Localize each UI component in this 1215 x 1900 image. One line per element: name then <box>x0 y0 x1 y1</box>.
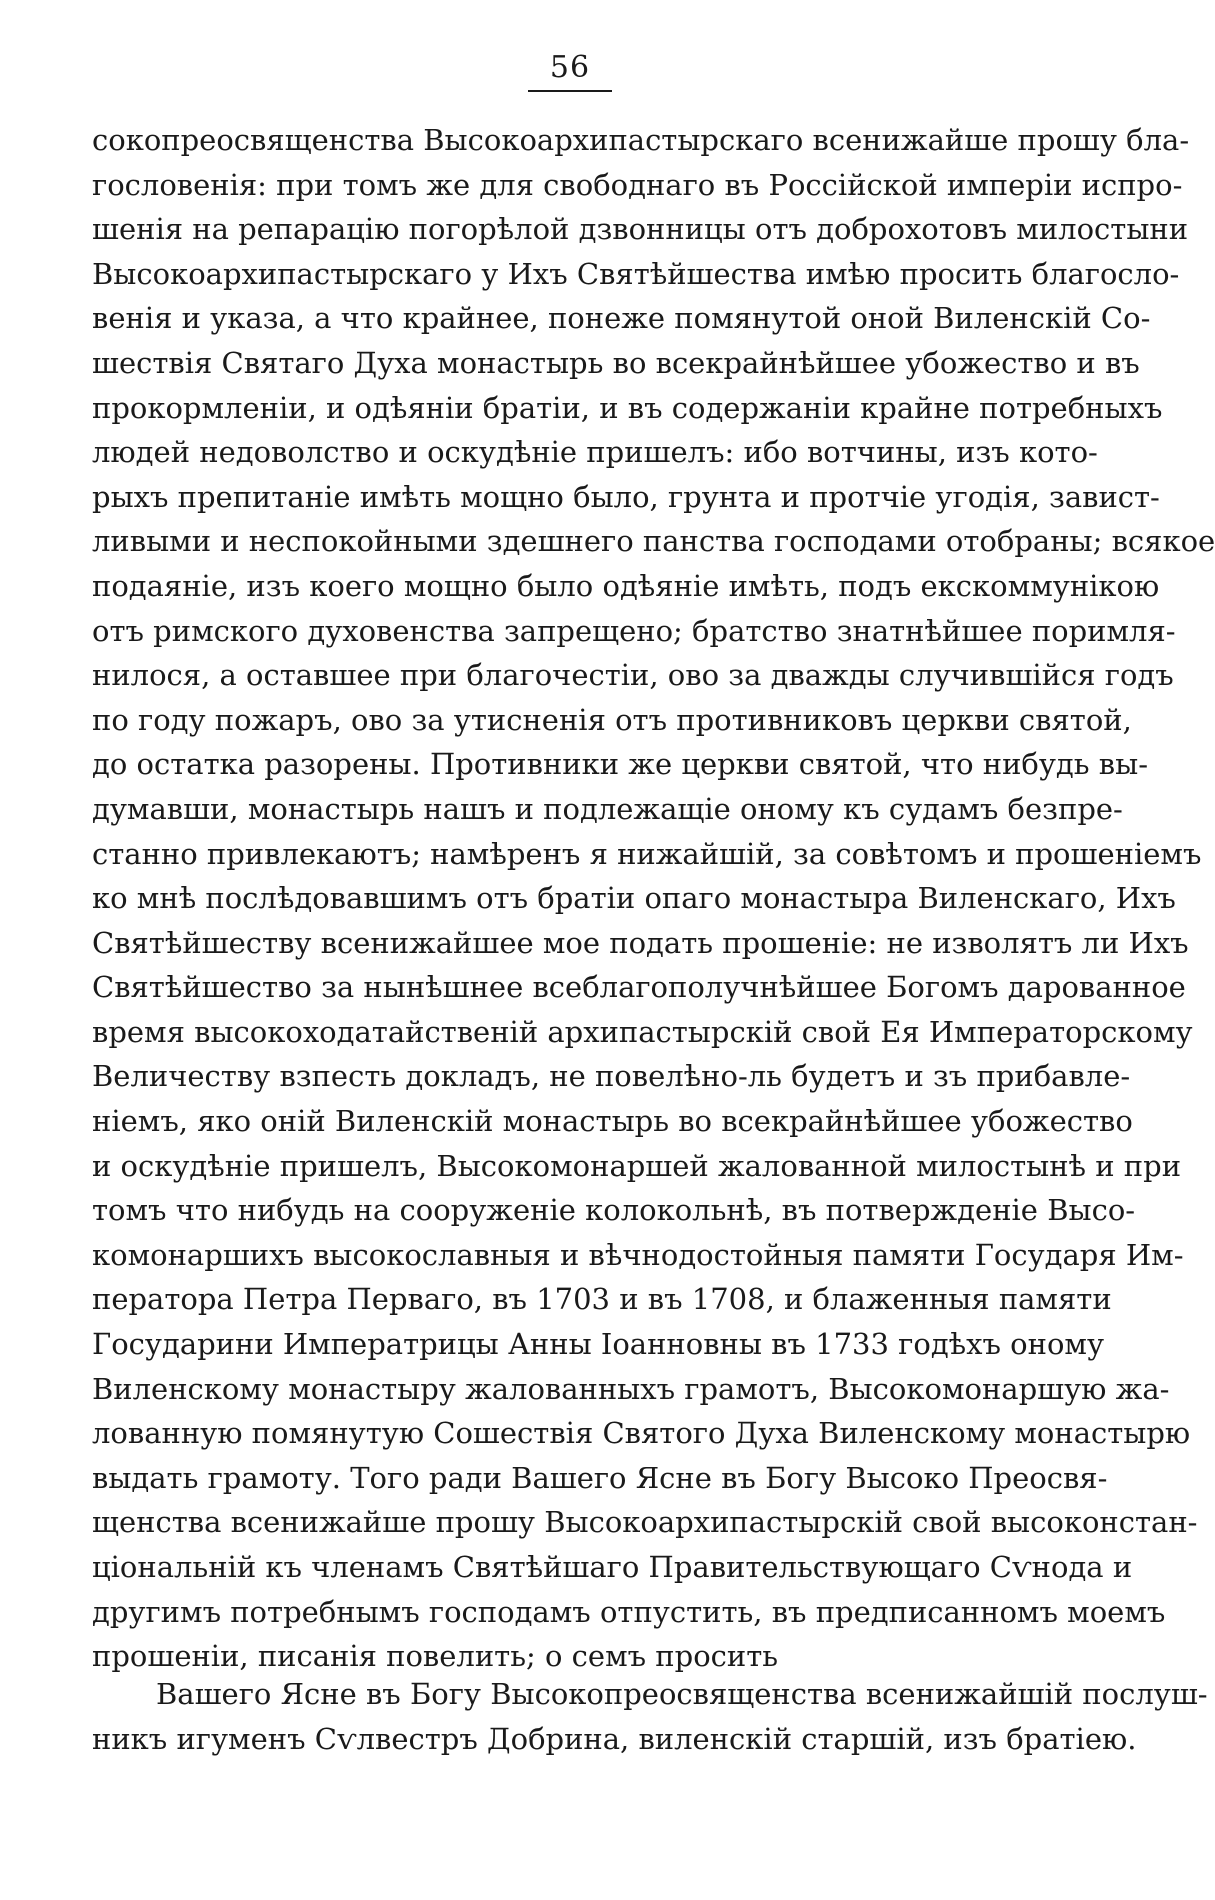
page-number: 56 <box>549 50 591 85</box>
text-line: людей недоволство и оскудѣніе пришелъ: ибо вотчины, изъ кото- <box>92 435 1098 470</box>
text-line: нилося, а оставшее при благочестіи, ово за дважды случившійся годъ <box>92 658 1174 693</box>
text-line: Святѣйшество за нынѣшнее всеблагополучнѣйшее Богомъ дарованное <box>92 970 1186 1005</box>
text-line: Государини Императрицы Анны Іоанновны въ 1733 годѣхъ оному <box>92 1327 1105 1362</box>
text-line: думавши, монастырь нашъ и подлежащіе оному къ судамъ безпре- <box>92 791 1123 826</box>
text-line: венія и указа, а что крайнее, понеже помянутой оной Виленскій Со- <box>92 301 1151 336</box>
text-line: отъ римского духовенства запрещено; братство знатнѣйшее поримля- <box>92 613 1176 648</box>
text-line: по году пожаръ, ово за утисненія отъ противниковъ церкви святой, <box>92 702 1132 737</box>
text-line: томъ что нибудь на сооруженіе колокольнѣ, въ потвержденіе Высо- <box>92 1193 1136 1228</box>
text-line: ціональній къ членамъ Святѣйшаго Правительствующаго Сѵнода и <box>92 1550 1133 1584</box>
text-line: гословенія: при томъ же для свободнаго въ Россійской имперіи испро- <box>92 167 1183 202</box>
text-line: Высокоархипастырскаго у Ихъ Святѣйшества имѣю просить благосло- <box>92 256 1180 291</box>
text-line: шенія на репарацію погорѣлой дзвонницы отъ доброхотовъ милостыни <box>92 212 1189 247</box>
text-line: прошеніи, писанія повелить; о семъ просить <box>92 1639 779 1674</box>
text-line: время высокоходатайственій архипастырскій свой Ея Императорскому <box>92 1014 1193 1049</box>
text-line: рыхъ препитаніе имѣть мощно было, грунта и протчіе угодія, завист- <box>92 479 1160 514</box>
text-line: Виленскому монастыру жалованныхъ грамотъ, Высокомонаршую жа- <box>92 1371 1170 1406</box>
text-line: другимъ потребнымъ господамъ отпустить, въ предписанномъ моемъ <box>92 1594 1166 1629</box>
text-line: Величеству взпесть докладъ, не повелѣно-ль будетъ и зъ прибавле- <box>92 1059 1131 1094</box>
text-line: выдать грамоту. Того ради Вашего Ясне въ Богу Высоко Преосвя- <box>92 1460 1108 1495</box>
text-line: станно привлекаютъ; намѣренъ я нижайшій, за совѣтомъ и прошеніемъ <box>92 836 1202 871</box>
text-line: лованную помянутую Сошествія Святого Духа Виленскому монастырю <box>92 1416 1191 1451</box>
text-line: ніемъ, яко оній Виленскій монастырь во всекрайнѣйшее убожество <box>92 1104 1133 1139</box>
signature-line: Вашего Ясне въ Богу Высокопреосвященства всенижайшій послуш- <box>156 1677 1208 1711</box>
text-line: ператора Петра Перваго, въ 1703 и въ 1708, и блаженныя памяти <box>92 1282 1112 1317</box>
text-line: и оскудѣніе пришелъ, Высокомонаршей жалованной милостынѣ и при <box>92 1148 1182 1183</box>
text-line: шествія Святаго Духа монастырь во всекрайнѣйшее убожество и въ <box>92 345 1140 380</box>
text-line: Святѣйшеству всенижайшее мое подать прошеніе: не изволятъ ли Ихъ <box>92 925 1189 960</box>
text-line: до остатка разорены. Противники же церкви святой, что нибудь вы- <box>92 747 1148 782</box>
text-line: прокормленіи, и одѣяніи братіи, и въ содержаніи крайне потребныхъ <box>92 390 1163 425</box>
signature-line: никъ игуменъ Сѵлвестръ Добрина, виленскій старшій, изъ братіею. <box>92 1721 1137 1756</box>
signature-block <box>92 1672 1208 1761</box>
text-line: ко мнѣ послѣдовавшимъ отъ братіи опаго монастыра Виленскаго, Ихъ <box>92 881 1176 916</box>
page-number-rule <box>528 90 612 92</box>
text-line: ливыми и неспокойными здешнего панства господами отобраны; всякое <box>92 524 1215 559</box>
text-line: подаяніе, изъ коего мощно было одѣяніе имѣть, подъ екскоммунікою <box>92 568 1160 603</box>
text-line: комонаршихъ высокославныя и вѣчнодостойныя памяти Государя Им- <box>92 1237 1184 1272</box>
text-line: щенства всенижайше прошу Высокоархипастырскій свой высоконстан- <box>92 1505 1198 1540</box>
body-text <box>92 118 1215 1679</box>
text-line: сокопреосвященства Высокоархипастырскаго всенижайше прошу бла- <box>92 123 1190 157</box>
